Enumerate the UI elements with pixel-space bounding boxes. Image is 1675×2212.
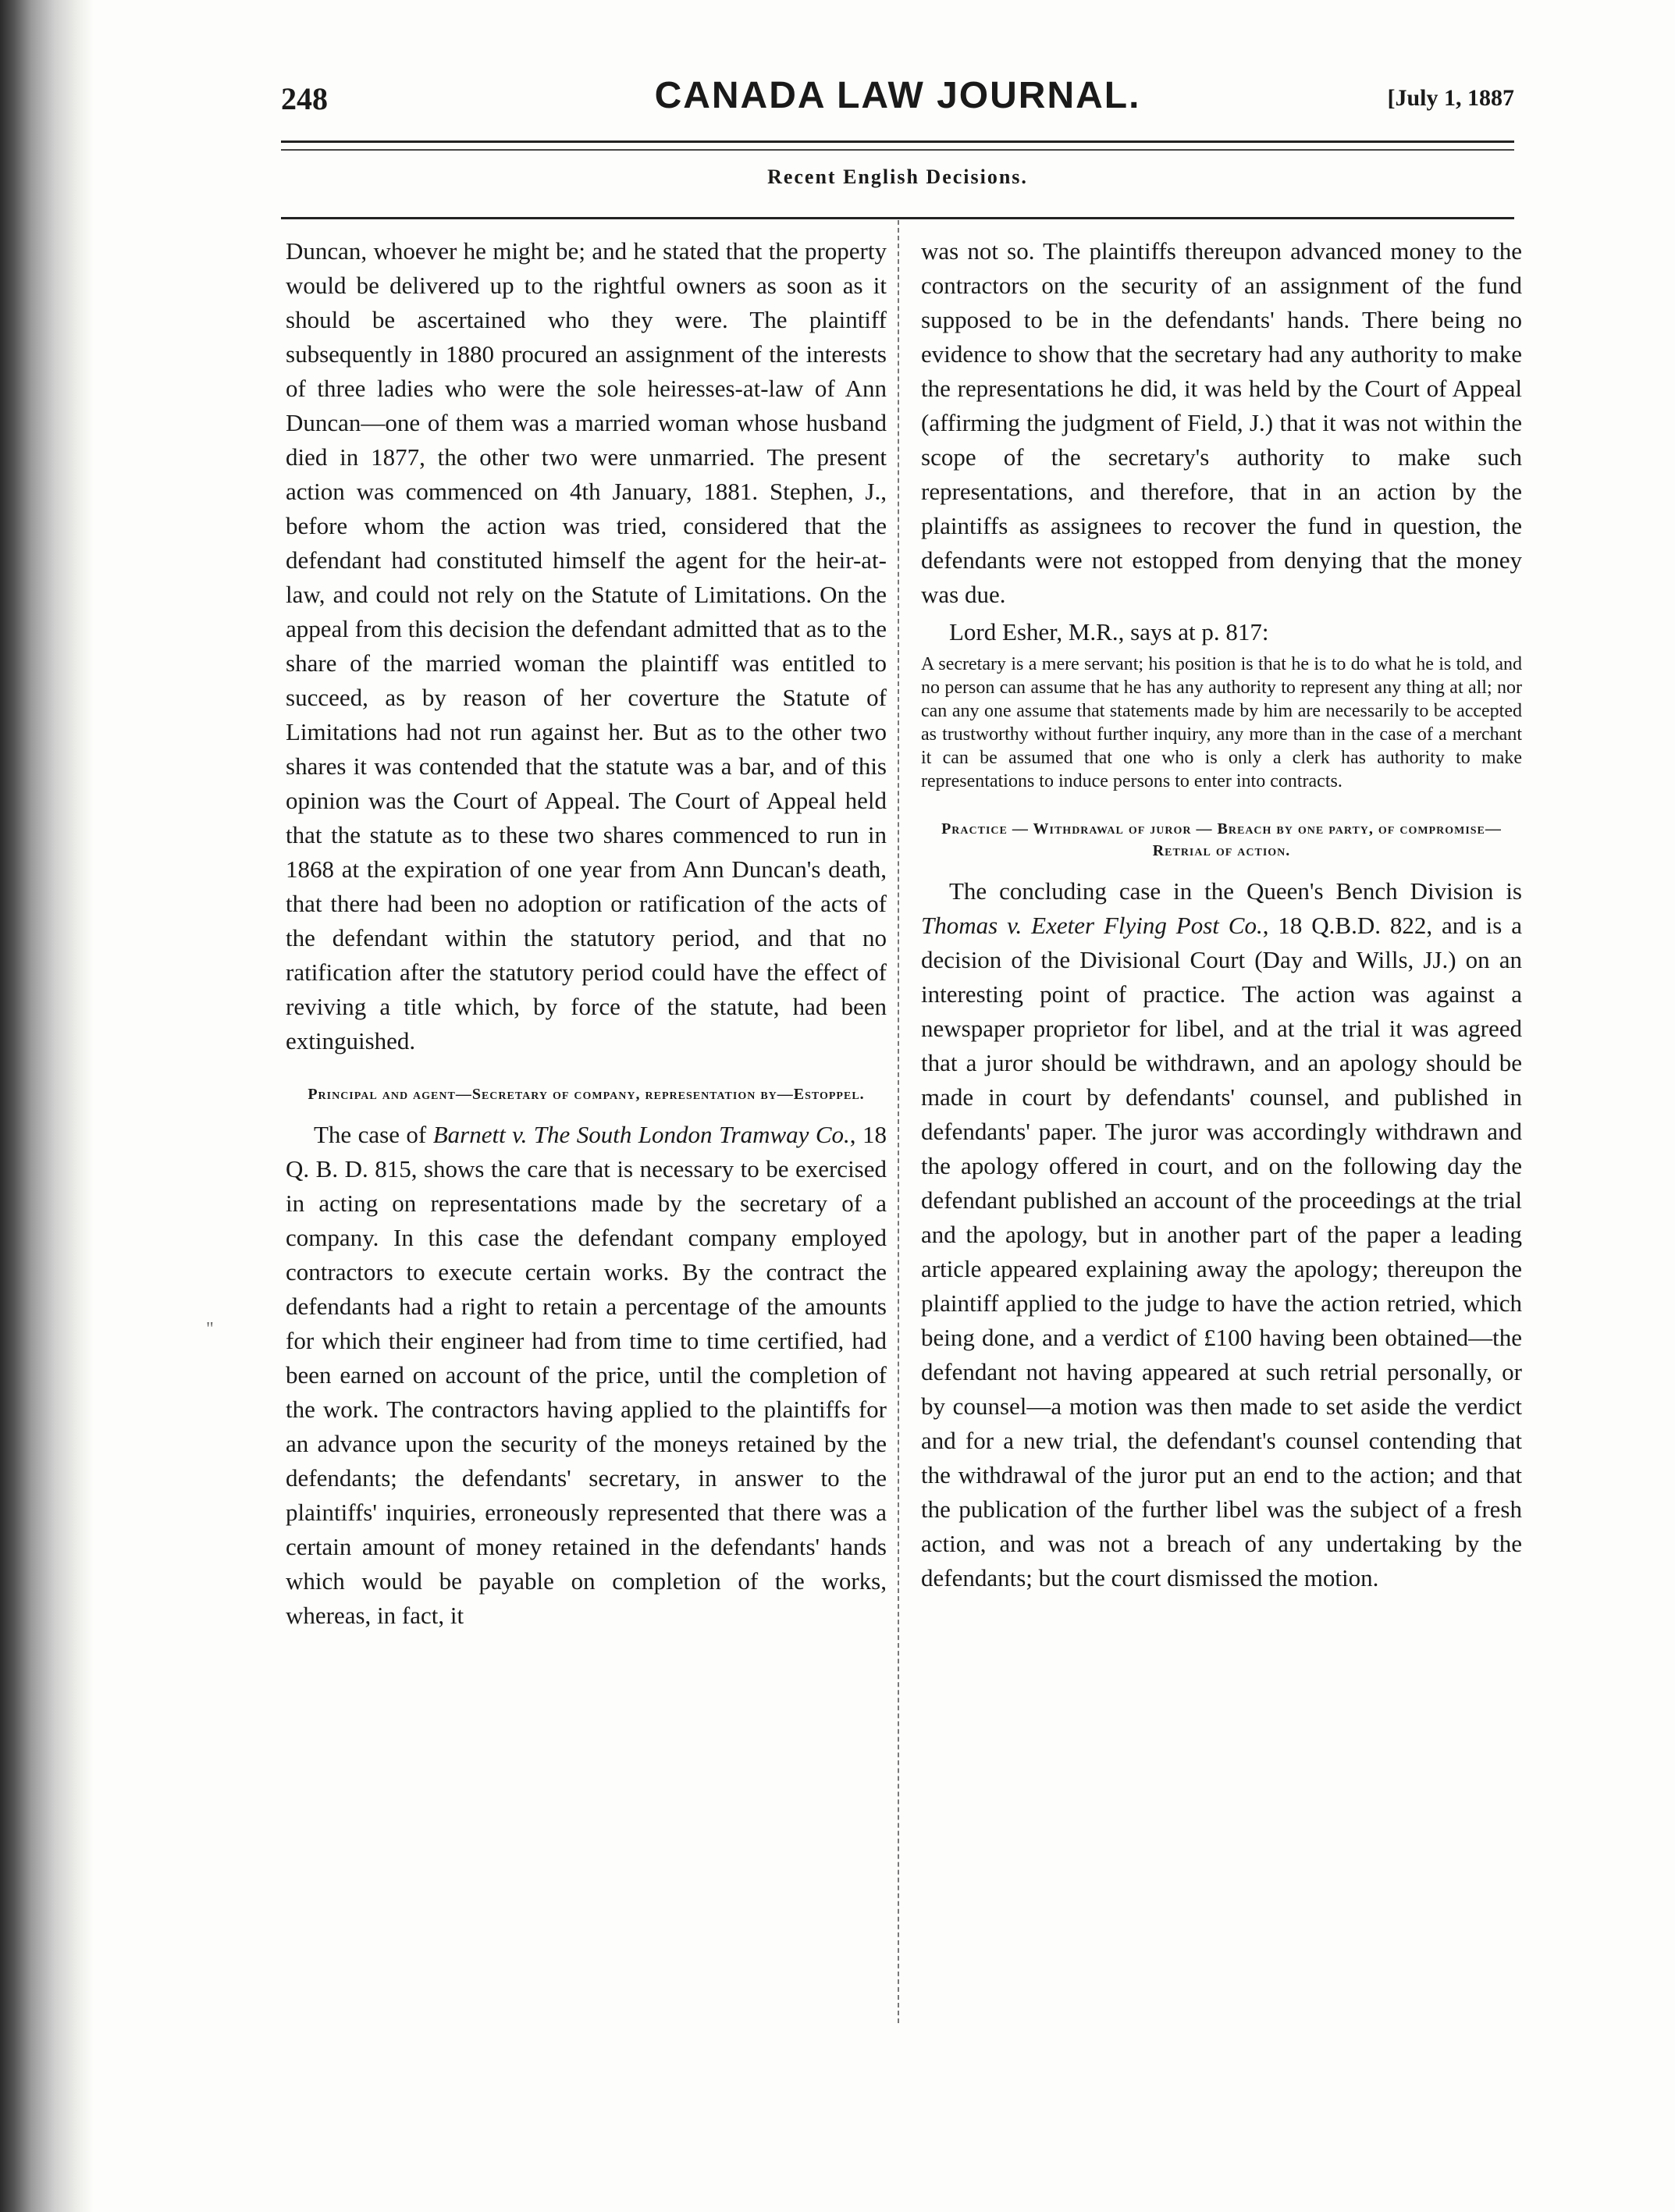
section-title: Recent English Decisions. (767, 165, 1028, 188)
right-paragraph-1: was not so. The plaintiffs thereupon advanced money to the contractors on the security of an assignment of the fund supposed to be in the defendants' hands. There being no evidence to show that the secretary had any authority to make the representations he did, it was held by the Court of Appeal (affirming the judgment of Field, J.) that it was not within the scope of the secretary's authority to make such representations, and therefore, that in an action by the plaintiffs as assignees to recover the fund in question, the defendants were not estopped from denying that the money was due. (921, 237, 1522, 608)
journal-title: CANADA LAW JOURNAL. (654, 75, 1141, 116)
left-paragraph-1: Duncan, whoever he might be; and he stated that the property would be delivered up to the rightful owners as soon as it should be ascertained who they were. The plaintiff subsequently in 1880 procured an assignment of the interests of three ladies who were the sole heiresses-at-law of Ann Duncan—one of them was a married woman whose husband died in 1877, the other two were unmarried. The present action was commenced on 4th January, 1881. Stephen, J., before whom the action was tried, considered that the defendant had constituted himself the agent for the heir-at-law, and could not rely on the Statute of Limitations. On the appeal from this decision the defendant admitted that as to the share of the married woman the plaintiff was entitled to succeed, as by reason of her coverture the Statute of Limitations had not run against her. But as to the other two shares it was contended that the statute was a bar, and of this opinion was the Court of Appeal. The Court of Appeal held that the statute as to these two shares commenced to run in 1868 at the expiration of one year from Ann Duncan's death, that there had been no adoption or ratification of the acts of the defendant within the statutory period, and that no ratification after the statutory period could have the effect of reviving a title which, by force of the statute, had been extinguished. (286, 237, 887, 1054)
paragraph-text: The case of (314, 1121, 433, 1148)
paragraph-text: , 18 Q. B. D. 815, shows the care that is necessary to be exercised in acting on representations made by the secretary of a company. In this case the defendant company employed contractors to execute certain works. By the contract the defendants had a right to retain a percentage of the amounts for which their engineer had from time to time certified, had been earned on account of the price, until the completion of the work. The contractors having applied to the plaintiffs for an advance upon the security of the moneys retained by the defendants; the defendants' secretary, in answer to the plaintiffs' inquiries, erroneously represented that there was a certain amount of money retained in the defendants' hands which would be payable on completion of the works, whereas, in fact, it (286, 1121, 887, 1629)
column-divider (898, 220, 899, 2023)
right-paragraph-2 (921, 874, 1522, 1595)
margin-mark: " (206, 1319, 214, 1339)
paragraph-text: , 18 Q.B.D. 822, and is a decision of the Divisional Court (Day and Wills, JJ.) on an interesting point of practice. The action was against a newspaper proprietor for libel, and at the trial it was agreed that a juror should be withdrawn, and an apology should be made in court by defendants' counsel, and published in defendants' paper. The juror was accordingly withdrawn and the apology offered in court, and on the following day the defendant published an account of the proceedings at the trial and the apology, but in another part of the paper a leading article appeared explaining away the apology; thereupon the plaintiff applied to the judge to have the action retried, which being done, and a verdict of £100 having been obtained—the defendant not having appeared at such retrial personally, or by counsel—a motion was then made to set aside the verdict and for a new trial, the defendant's counsel contending that the withdrawal of the juror put an end to the action; and that the publication of the further libel was the subject of a fresh action, and was not a breach of any undertaking by the defendants; but the court dismissed the motion. (921, 912, 1522, 1591)
issue-date: [July 1, 1887 (1387, 85, 1514, 111)
heading-principal-and-agent: Principal and agent—Secretary of company, representation by—Estoppel. (308, 1086, 865, 1103)
section-rule (281, 217, 1514, 219)
case-name-thomas: Thomas v. Exeter Flying Post Co. (921, 912, 1263, 939)
heading-practice: Practice — Withdrawal of juror — Breach by one party, of compromise—Retrial of action. (941, 820, 1502, 859)
quote-introduction: Lord Esher, M.R., says at p. 817: (949, 618, 1269, 645)
block-quote: A secretary is a mere servant; his position is that he is to do what he is told, and no person can assume that he has any authority to represent any thing at all; nor can any one assume that statements made by him are necessarily to be accepted as trustworthy without further inquiry, any more than in the case of a merchant it can be assumed that one who is only a clerk has authority to make representations to induce persons to enter into contracts. (921, 654, 1522, 791)
page-number: 248 (281, 81, 328, 116)
left-column (286, 234, 887, 1633)
header-double-rule (281, 140, 1514, 151)
paragraph-text: The concluding case in the Queen's Bench Division is (949, 877, 1522, 905)
case-name-barnett: Barnett v. The South London Tramway Co. (432, 1121, 850, 1148)
running-head (281, 74, 1514, 129)
left-paragraph-2 (286, 1118, 887, 1633)
right-column (921, 234, 1522, 1595)
